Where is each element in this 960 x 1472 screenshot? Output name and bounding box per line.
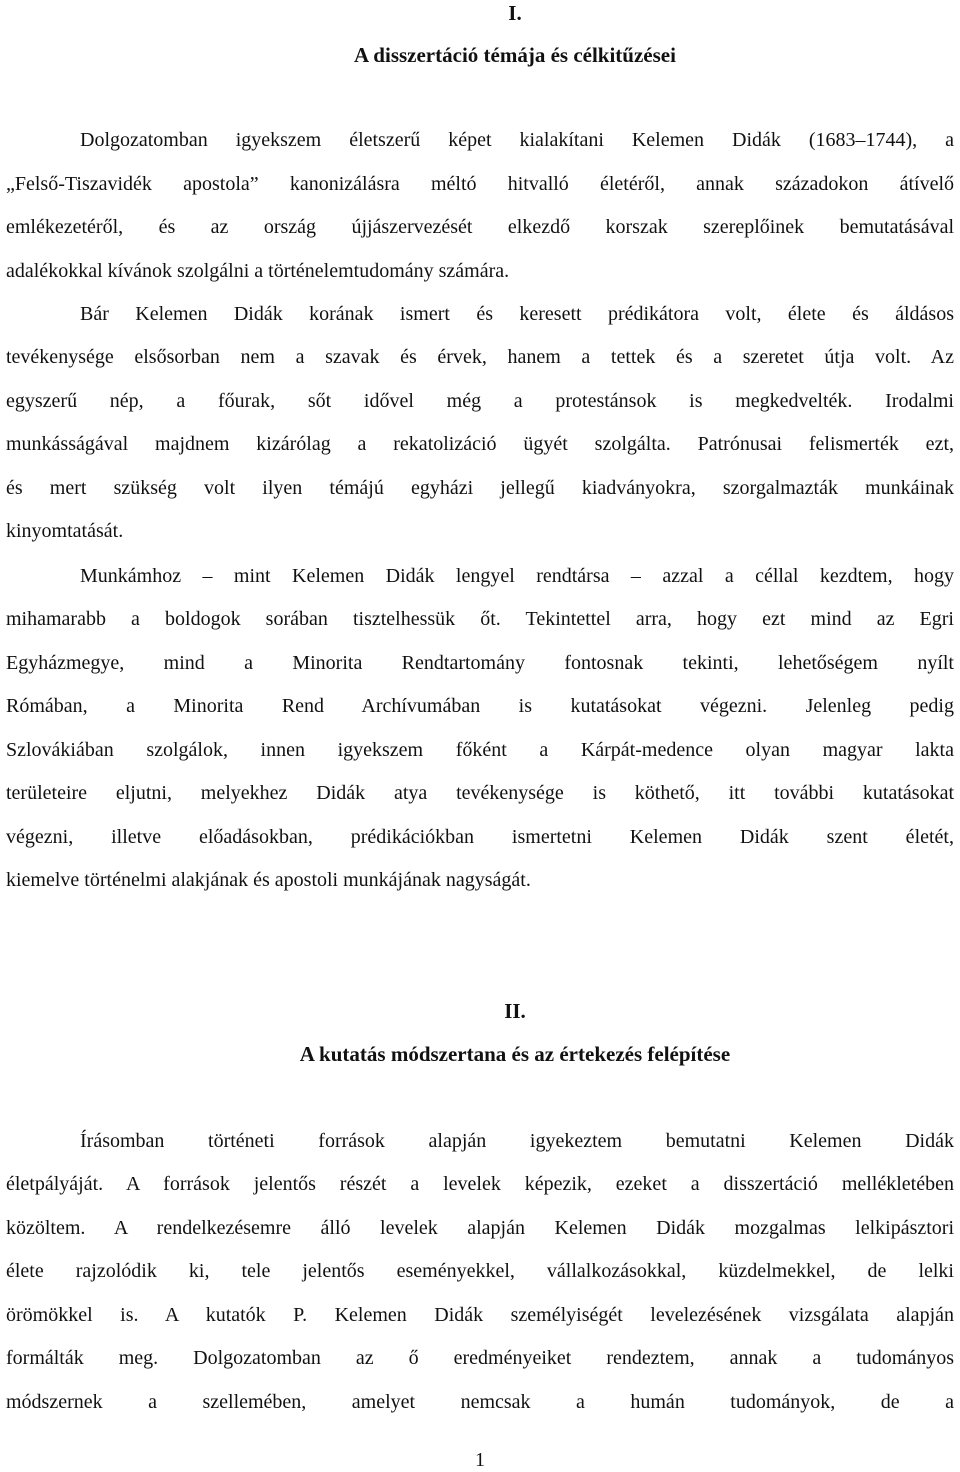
text-line: örömökkel is. A kutatók P. Kelemen Didák személyiségét levelezésének vizsgálata alapján (6, 1304, 954, 1326)
text-line: munkásságával majdnem kizárólag a rekatolizáció ügyét szolgálta. Patrónusai felismerték ezt, (6, 433, 954, 455)
text-line: területeire eljutni, melyekhez Didák atya tevékenysége is köthető, itt további kutatásokat (6, 782, 954, 804)
text-line: Írásomban történeti források alapján igyekeztem bemutatni Kelemen Didák (80, 1130, 954, 1152)
text-line: „Felső-Tiszavidék apostola” kanonizálásra méltó hitvalló életéről, annak századokon átívelő (6, 173, 954, 195)
section-2-number: II. (504, 999, 526, 1023)
text-line: végezni, illetve előadásokban, prédikációkban ismertetni Kelemen Didák szent életét, (6, 826, 954, 848)
section-1-title: A disszertáció témája és célkitűzései (354, 43, 676, 67)
text-line: Rómában, a Minorita Rend Archívumában is kutatásokat végezni. Jelenleg pedig (6, 695, 954, 717)
text-line: adalékokkal kívánok szolgálni a történelemtudomány számára. (6, 260, 510, 282)
text-line: és mert szükség volt ilyen témájú egyházi jellegű kiadványokra, szorgalmazták munkáinak (6, 477, 954, 499)
text-line: Munkámhoz – mint Kelemen Didák lengyel rendtársa – azzal a céllal kezdtem, hogy (80, 565, 954, 587)
section-1-number: I. (508, 1, 522, 25)
text-line: Szlovákiában szolgálok, innen igyekszem főként a Kárpát-medence olyan magyar lakta (6, 739, 954, 761)
text-line: módszernek a szellemében, amelyet nemcsak a humán tudományok, de a (6, 1391, 954, 1413)
text-line: életpályáját. A források jelentős részét a levelek képezik, ezeket a disszertáció mellékletében (6, 1173, 954, 1195)
text-line: élete rajzolódik ki, tele jelentős eseményekkel, vállalkozásokkal, küzdelmekkel, de lelki (6, 1260, 954, 1282)
text-line: mihamarabb a boldogok sorában tisztelhessük őt. Tekintettel arra, hogy ezt mind az Egri (6, 608, 954, 630)
text-line: egyszerű nép, a főurak, sőt idővel még a protestánsok is megkedvelték. Irodalmi (6, 390, 954, 412)
text-line: formálták meg. Dolgozatomban az ő eredményeiket rendeztem, annak a tudományos (6, 1347, 954, 1369)
page-number: 1 (475, 1449, 485, 1471)
text-line: Egyházmegye, mind a Minorita Rendtartomány fontosnak tekinti, lehetőségem nyílt (6, 652, 954, 674)
text-line: tevékenysége elsősorban nem a szavak és érvek, hanem a tettek és a szeretet útja volt. Az (6, 346, 954, 368)
text-line: közöltem. A rendelkezésemre álló levelek alapján Kelemen Didák mozgalmas lelkipásztori (6, 1217, 954, 1239)
text-line: emlékezetéről, és az ország újjászervezését elkezdő korszak szereplőinek bemutatásával (6, 216, 954, 238)
text-line: Dolgozatomban igyekszem életszerű képet kialakítani Kelemen Didák (1683–1744), a (80, 129, 954, 151)
text-line: Bár Kelemen Didák korának ismert és keresett prédikátora volt, élete és áldásos (80, 303, 954, 325)
text-line: kinyomtatását. (6, 520, 124, 542)
text-line: kiemelve történelmi alakjának és apostoli munkájának nagyságát. (6, 869, 531, 891)
section-2-title: A kutatás módszertana és az értekezés felépítése (299, 1042, 731, 1066)
